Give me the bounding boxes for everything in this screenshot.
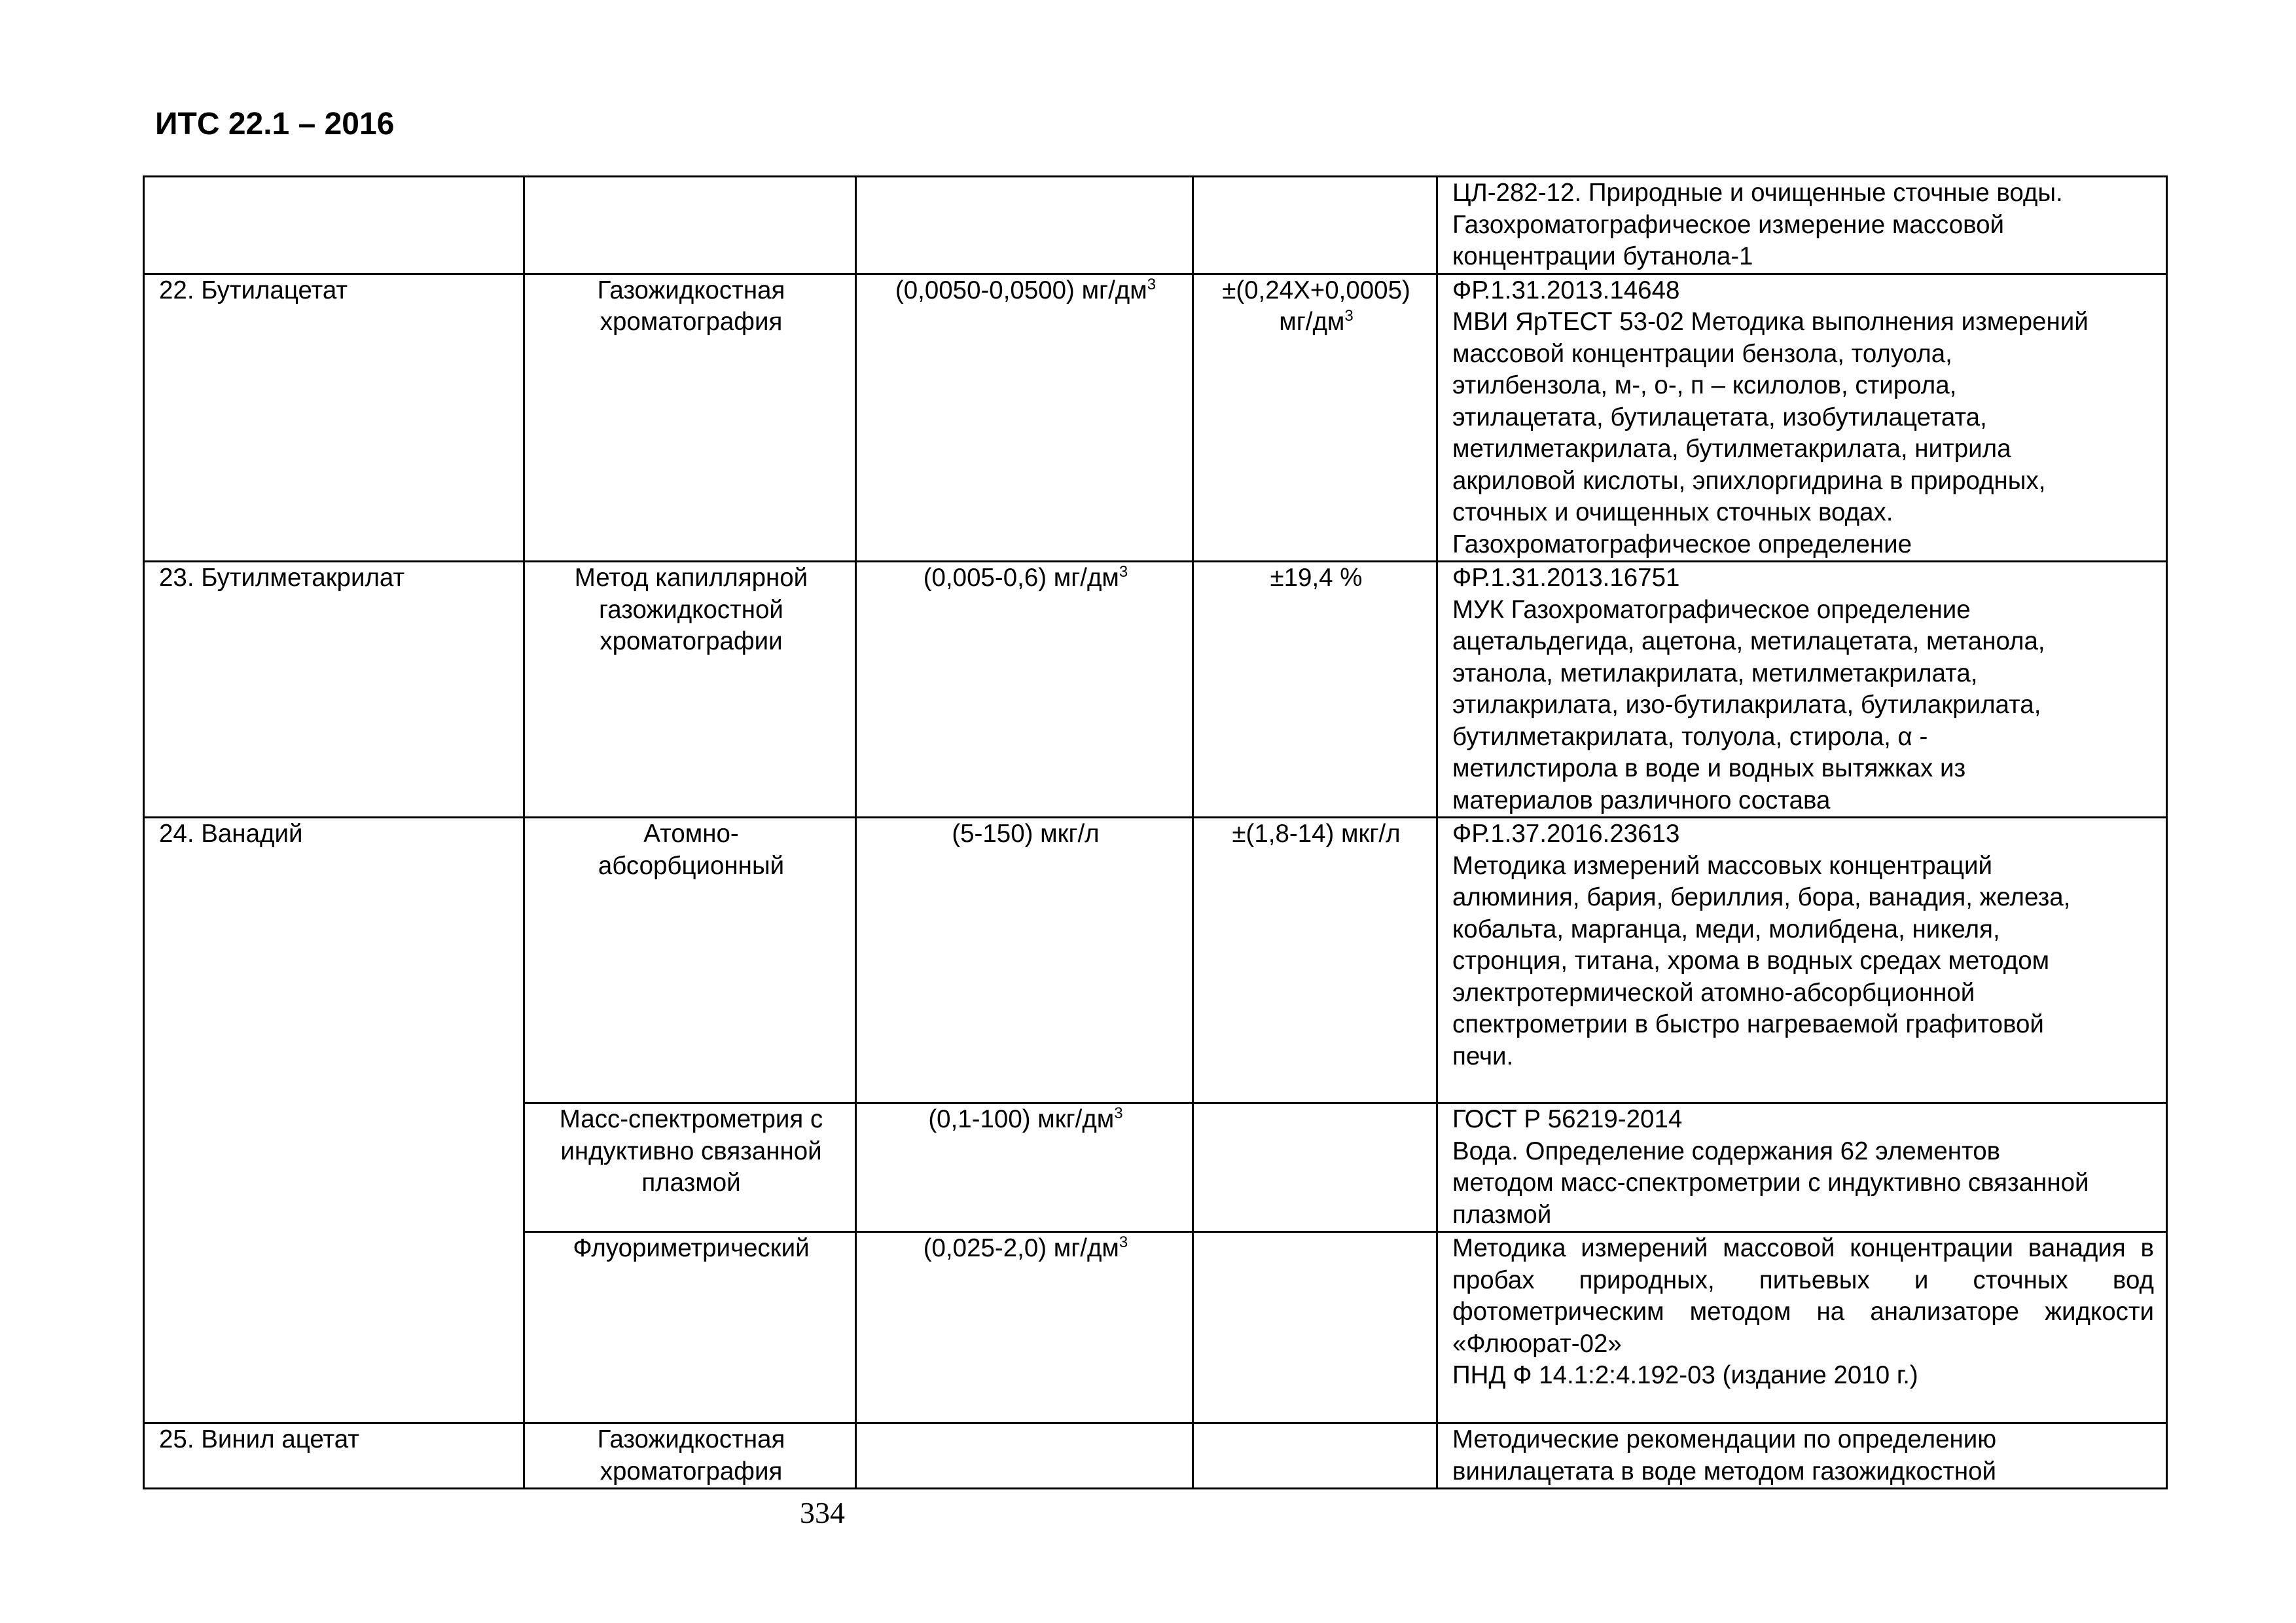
range-cell [856,177,1193,274]
method-line: индуктивно связанной [560,1137,822,1165]
method-line: Флуориметрический [573,1234,810,1262]
document-cell [1437,274,2167,562]
document-line: бутилметакрилата, толуола, стирола, α - [1452,722,1928,751]
error-unit: $мг/дм^3$ [1279,307,1354,336]
method-line: Метод капиллярной [574,564,808,592]
document-line: метилстирола в воде и водных вытяжках из [1452,754,1966,782]
range-cell [856,1423,1193,1489]
method-line: Атомно- [643,820,739,848]
document-line: метилметакрилата, бутилметакрилата, нитрила [1452,435,2011,463]
range-cell [856,562,1193,818]
method-line: Газожидкостная [597,1425,785,1453]
table-row [144,274,2167,562]
range-cell [856,1232,1193,1423]
document-line: МВИ ЯрТЕСТ 53-02 Методика выполнения измерений [1452,308,2089,336]
document-cell [1437,562,2167,818]
document-paragraph: Методика измерений массовой концентрации ванадия в пробах природных, питьевых и сточных вод фотометрическим методом на анализаторе жидкости «Флюорат-02» [1452,1234,2154,1358]
document-line: Методические рекомендации по определению [1452,1425,1997,1453]
method-line: Газожидкостная [597,276,785,304]
method-line: Масс-спектрометрия с [559,1105,823,1133]
document-line: печи. [1452,1042,1514,1070]
document-line: этилбензола, м-, о-, п – ксилолов, стирола, [1452,371,1957,399]
measurement-methods-table [143,175,2168,1489]
table-row [144,562,2167,818]
range-value: (0,025-2,0) $мг/дм^3$ [923,1233,1128,1262]
document-line: электротермической атомно-абсорбционной [1452,978,1975,1007]
document-line: этанола, метилакрилата, метилметакрилата, [1452,659,1978,687]
substance-name: 23. Бутилметакрилат [159,564,405,592]
range-cell [856,818,1193,1103]
substance-name: 25. Винил ацетат [159,1425,359,1453]
document-line: массовой концентрации бензола, толуола, [1452,339,1952,368]
range-cell [856,274,1193,562]
method-cell [524,177,856,274]
document-line: ФР.1.31.2013.14648 [1452,276,1680,304]
substance-cell [144,818,524,1423]
method-line: хроматография [600,1457,783,1486]
substance-name: 24. Ванадий [159,820,303,848]
method-cell [524,274,856,562]
substance-cell [144,177,524,274]
document-line: спектрометрии в быстро нагреваемой графитовой [1452,1010,2044,1038]
method-line: плазмой [641,1169,741,1197]
table-row [144,1423,2167,1489]
error-cell [1193,177,1437,274]
document-line: ЦЛ-282-12. Природные и очищенные сточные воды. [1452,179,2063,207]
document-line: ацетальдегида, ацетона, метилацетата, метанола, [1452,627,2045,655]
range-cell [856,1103,1193,1232]
error-value: ±(0,24Х+0,0005) [1222,276,1410,304]
document-line: ПНД Ф 14.1:2:4.192-03 (издание 2010 г.) [1452,1361,1918,1389]
error-cell [1193,818,1437,1103]
document-line: этилакрилата, изо-бутилакрилата, бутилакрилата, [1452,691,2041,719]
document-line: ФР.1.37.2016.23613 [1452,820,1680,848]
method-cell [524,818,856,1103]
range-value: (5-150) мкг/л [952,820,1100,848]
document-line: концентрации бутанола-1 [1452,242,1753,270]
error-cell [1193,274,1437,562]
document-cell [1437,1232,2167,1423]
document-header: ИТС 22.1 – 2016 [155,107,395,141]
method-line: газожидкостной [599,595,783,624]
method-cell [524,1423,856,1489]
error-cell [1193,1423,1437,1489]
document-line: Газохроматографическое определение [1452,530,1912,558]
document-line: ФР.1.31.2013.16751 [1452,564,1680,592]
document-cell [1437,1423,2167,1489]
method-cell [524,1232,856,1423]
document-line: кобальта, марганца, меди, молибдена, никеля, [1452,915,2000,943]
error-cell [1193,1103,1437,1232]
range-value: (0,005-0,6) $мг/дм^3$ [923,563,1128,592]
range-value: (0,1-100) мкг/$дм^3$ [928,1104,1123,1133]
document-line: сточных и очищенных сточных водах. [1452,498,1893,526]
document-line: ГОСТ Р 56219-2014 [1452,1105,1683,1133]
document-line: материалов различного состава [1452,786,1831,814]
document-cell [1437,818,2167,1103]
method-cell [524,562,856,818]
range-value: (0,0050-0,0500) $мг/дм^3$ [895,275,1157,304]
document-cell [1437,177,2167,274]
substance-cell [144,1423,524,1489]
document-line: Вода. Определение содержания 62 элементов [1452,1137,2001,1165]
substance-name: 22. Бутилацетат [159,276,348,304]
document-line: этилацетата, бутилацетата, изобутилацетата, [1452,403,1987,431]
substance-cell [144,562,524,818]
error-cell [1193,1232,1437,1423]
error-value: ±(1,8-14) мкг/л [1232,820,1401,848]
page-number: 334 [800,1496,845,1529]
document-line: винилацетата в воде методом газожидкостной [1452,1457,1997,1486]
document-line: МУК Газохроматографическое определение [1452,595,1971,624]
document-line: Методика измерений массовых концентраций [1452,851,1993,880]
method-line: хроматографии [600,627,783,655]
table-row [144,177,2167,274]
method-cell [524,1103,856,1232]
error-cell [1193,562,1437,818]
table-row [144,818,2167,1103]
document-line: плазмой [1452,1200,1552,1229]
document-line: Газохроматографическое измерение массовой [1452,210,2005,239]
error-value: ±19,4 % [1270,564,1363,592]
document-line: стронция, титана, хрома в водных средах методом [1452,947,2050,975]
document-line: методом масс-спектрометрии с индуктивно связанной [1452,1169,2089,1197]
method-line: хроматография [600,308,783,336]
document-cell [1437,1103,2167,1232]
method-line: абсорбционный [598,851,785,880]
substance-cell [144,274,524,562]
document-line: алюминия, бария, бериллия, бора, ванадия, железа, [1452,883,2071,911]
document-line: акриловой кислоты, эпихлоргидрина в природных, [1452,466,2046,495]
